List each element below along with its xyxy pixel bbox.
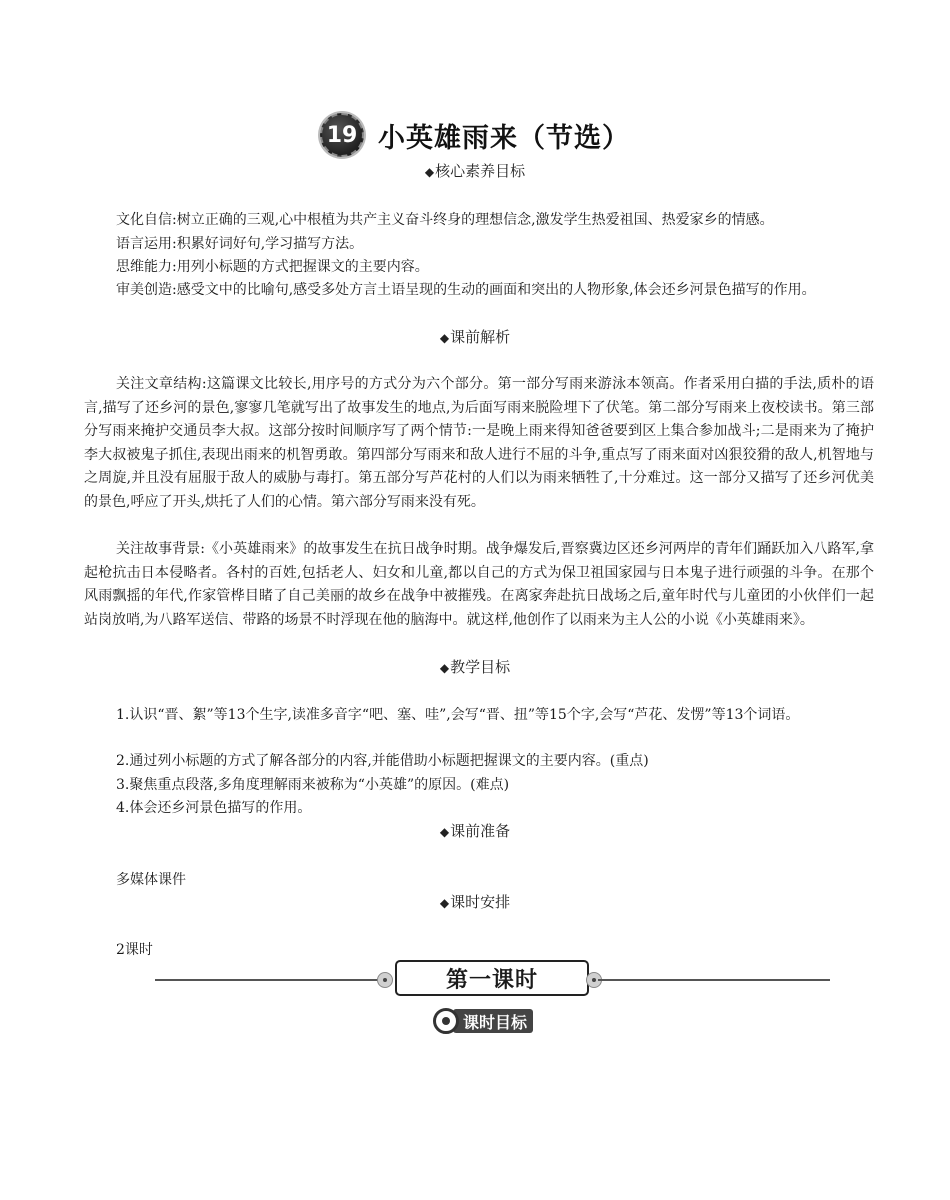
section-heading-pre-analysis: ◆课前解析 <box>439 328 511 346</box>
period-goal-label: 课时目标 <box>453 1009 533 1033</box>
lesson-banner <box>155 960 830 1000</box>
diamond-bullet-icon: ◆ <box>439 661 450 675</box>
diamond-bullet-icon: ◆ <box>424 165 435 179</box>
section-heading-teaching-goals: ◆教学目标 <box>439 658 511 676</box>
teaching-goal-item: 1.认识“晋、絮”等13个生字,读准多音字“吧、塞、哇”,会写“晋、扭”等15个字,会写“芦花、发愣”等13个词语。 <box>116 707 800 723</box>
lesson-number-badge: 19 <box>320 113 364 157</box>
core-goal-item: 语言运用:积累好词好句,学习描写方法。 <box>116 236 364 252</box>
background-paragraph: 关注故事背景:《小英雄雨来》的故事发生在抗日战争时期。战争爆发后,晋察冀边区还乡河两岸的青年们踊跃加入八路军,拿起枪抗击日本侵略者。各村的百姓,包括老人、妇女和儿童,都以自己的方式为保卫祖国家园与日本鬼子进行顽强的斗争。在那个风雨飘摇的年代,作家管桦目睹了自己美丽的故乡在战争中被摧残。在离家奔赴抗日战场之后,童年时代与儿童团的小伙伴们一起站岗放哨,为八路军送信、带路的场景不时浮现在他的脑海中。就这样,他创作了以雨来为主人公的小说《小英雄雨来》。 <box>84 541 874 628</box>
teaching-goal-item: 3.聚焦重点段落,多角度理解雨来被称为“小英雄”的原因。(难点) <box>116 777 510 793</box>
section-heading-schedule: ◆课时安排 <box>439 893 511 911</box>
preparation-content: 多媒体课件 <box>116 872 186 888</box>
lesson-period-label: 第一课时 <box>395 960 589 996</box>
period-goal-tag <box>433 1008 533 1034</box>
lesson-title: 小英雄雨来（节选） <box>378 122 630 154</box>
teaching-goal-item: 4.体会还乡河景色描写的作用。 <box>116 800 312 816</box>
lesson-title-row <box>0 112 950 158</box>
diamond-bullet-icon: ◆ <box>439 825 450 839</box>
core-goal-item: 文化自信:树立正确的三观,心中根植为共产主义奋斗终身的理想信念,激发学生热爱祖国、热爱家乡的情感。 <box>116 212 774 228</box>
banner-divider-line <box>155 979 381 981</box>
teaching-goal-item: 2.通过列小标题的方式了解各部分的内容,并能借助小标题把握课文的主要内容。(重点) <box>116 753 649 769</box>
structure-paragraph: 关注文章结构:这篇课文比较长,用序号的方式分为六个部分。第一部分写雨来游泳本领高。作者采用白描的手法,质朴的语言,描写了还乡河的景色,寥寥几笔就写出了故事发生的地点,为后面写雨来脱险埋下了伏笔。第二部分写雨来上夜校读书。第三部分写雨来掩护交通员李大叔。这部分按时间顺序写了两个情节:一是晚上雨来得知爸爸要到区上集合参加战斗;二是雨来为了掩护李大叔被鬼子抓住,表现出雨来的机智勇敢。第四部分写雨来和敌人进行不屈的斗争,重点写了雨来面对凶狠狡猾的敌人,机智地与之周旋,并且没有屈服于敌人的威胁与毒打。第五部分写芦花村的人们以为雨来牺牲了,十分难过。这一部分又描写了还乡河优美的景色,呼应了开头,烘托了人们的心情。第六部分写雨来没有死。 <box>84 376 874 510</box>
banner-divider-line <box>598 979 830 981</box>
target-icon <box>433 1008 459 1034</box>
diamond-bullet-icon: ◆ <box>439 331 450 345</box>
section-heading-core-goals: ◆核心素养目标 <box>424 162 526 180</box>
core-goal-item: 思维能力:用列小标题的方式把握课文的主要内容。 <box>116 259 429 275</box>
banner-knob-icon <box>377 972 393 988</box>
section-heading-preparation: ◆课前准备 <box>439 822 511 840</box>
core-goal-item: 审美创造:感受文中的比喻句,感受多处方言土语呈现的生动的画面和突出的人物形象,体会还乡河景色描写的作用。 <box>116 282 816 298</box>
diamond-bullet-icon: ◆ <box>439 896 450 910</box>
schedule-content: 2课时 <box>116 942 153 958</box>
